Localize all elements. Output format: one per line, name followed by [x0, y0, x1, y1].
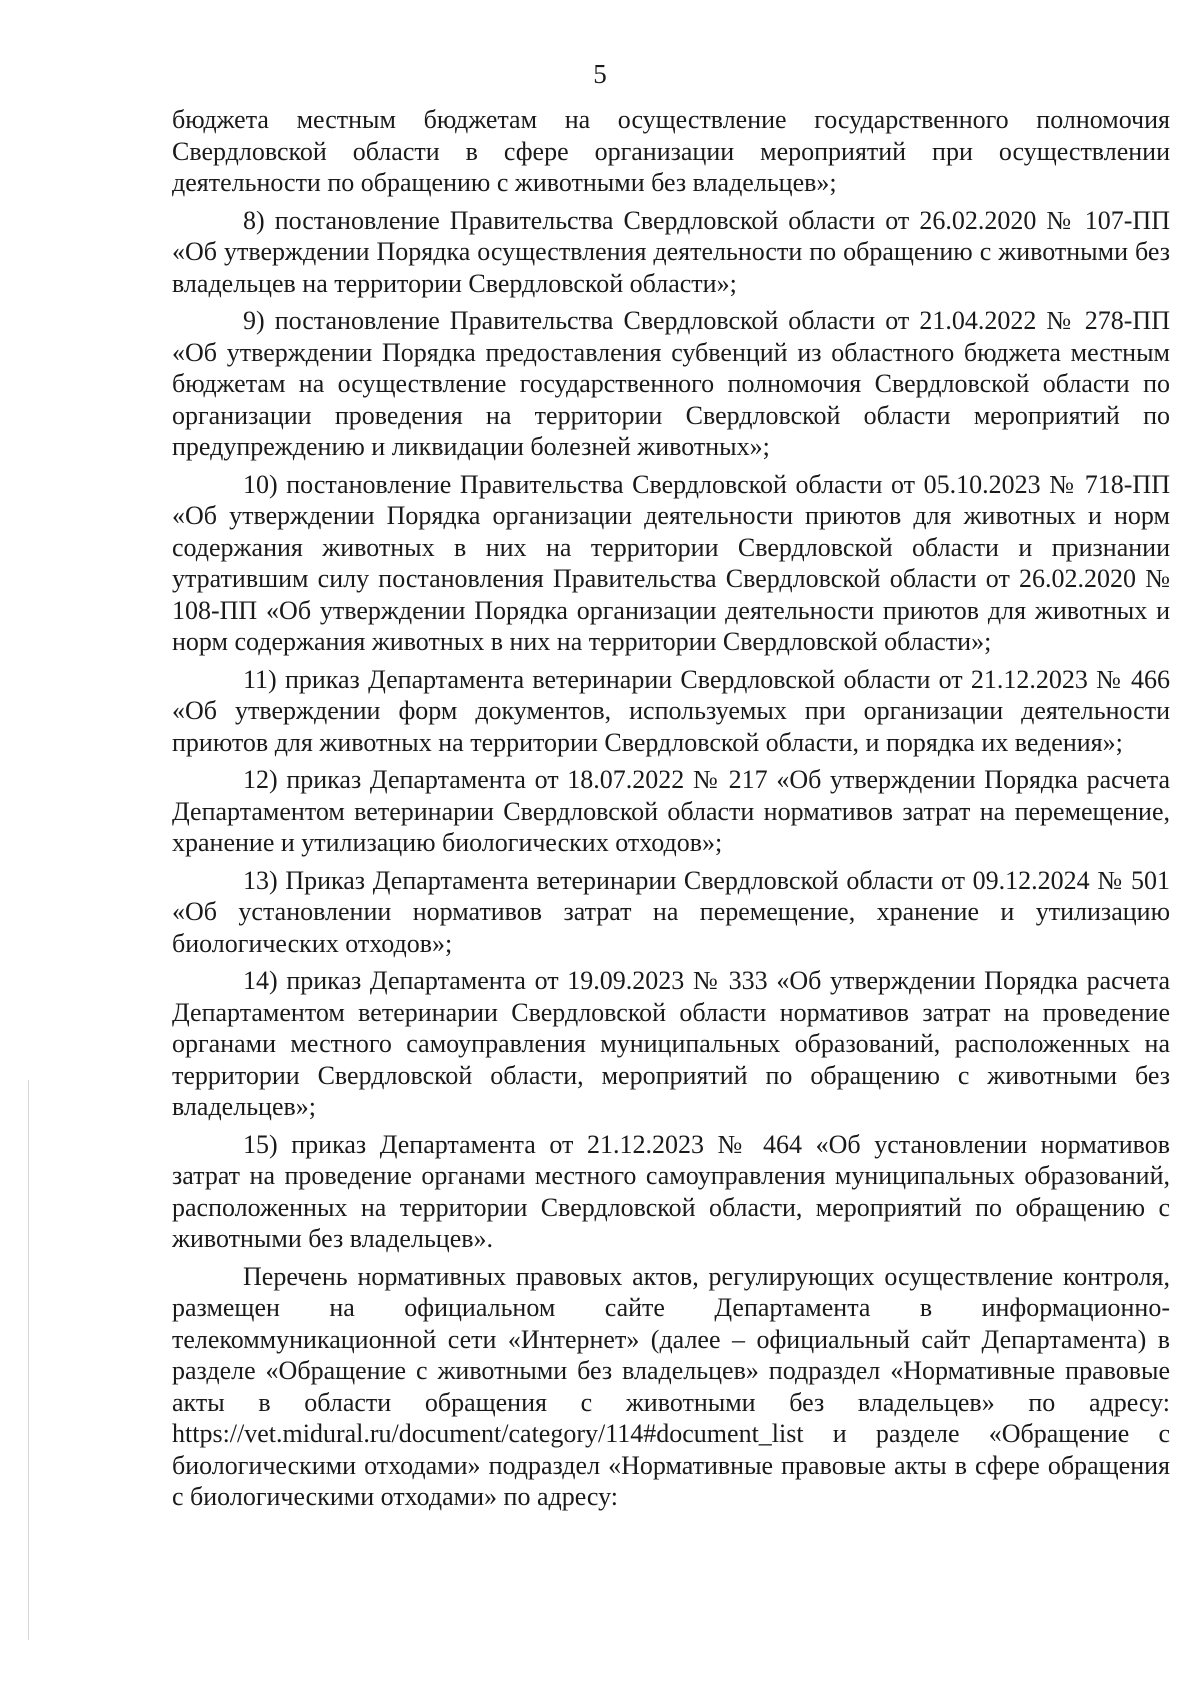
list-item-12: 12) приказ Департамента от 18.07.2022 № 217 «Об утверждении Порядка расчета Департаментом ветеринарии Свердловской области нормативов затрат на перемещение, хранение и утилизацию биологических отходов»;	[172, 765, 1170, 857]
scan-edge-line	[28, 1080, 29, 1640]
page-number: 5	[593, 59, 607, 89]
paragraph-continuation: бюджета местным бюджетам на осуществление государственного полномочия Свердловской области в сфере организации мероприятий при осуществлении деятельности по обращению с животными без владельцев»;	[172, 105, 1170, 197]
list-item-9: 9) постановление Правительства Свердловской области от 21.04.2022 № 278-ПП «Об утверждении Порядка предоставления субвенций из областного бюджета местным бюджетам на осуществление государственного полномочия Свердловской области по организации проведения на территории Свердловской области мероприятий по предупреждению и ликвидации болезней животных»;	[172, 306, 1170, 461]
list-item-15: 15) приказ Департамента от 21.12.2023 № 464 «Об установлении нормативов затрат на проведение органами местного самоуправления муниципальных образований, расположенных на территории Свердловской области, мероприятий по обращению с животными без владельцев».	[172, 1129, 1170, 1253]
document-body	[172, 104, 1170, 1519]
list-item-10: 10) постановление Правительства Свердловской области от 05.10.2023 № 718-ПП «Об утверждении Порядка организации деятельности приютов для животных и норм содержания животных в них на территории Свердловской области и признании утратившим силу постановления Правительства Свердловской области от 26.02.2020 № 108-ПП «Об утверждении Порядка организации деятельности приютов для животных и норм содержания животных в них на территории Свердловской области»;	[172, 469, 1170, 656]
list-item-11: 11) приказ Департамента ветеринарии Свердловской области от 21.12.2023 № 466 «Об утверждении форм документов, используемых при организации деятельности приютов для животных на территории Свердловской области, и порядка их ведения»;	[172, 664, 1170, 757]
list-item-8: 8) постановление Правительства Свердловской области от 26.02.2020 № 107-ПП «Об утверждении Порядка осуществления деятельности по обращению с животными без владельцев на территории Свердловской области»;	[172, 205, 1170, 298]
list-item-13: 13) Приказ Департамента ветеринарии Свердловской области от 09.12.2024 № 501 «Об установлении нормативов затрат на перемещение, хранение и утилизацию биологических отходов»;	[172, 865, 1170, 958]
list-item-14: 14) приказ Департамента от 19.09.2023 № 333 «Об утверждении Порядка расчета Департаментом ветеринарии Свердловской области нормативов затрат на проведение органами местного самоуправления муниципальных образований, расположенных на территории Свердловской области, мероприятий по обращению с животными без владельцев»;	[172, 966, 1170, 1121]
paragraph-list-of-acts: Перечень нормативных правовых актов, регулирующих осуществление контроля, размещен на официальном сайте Департамента в информационно-телекоммуникационной сети «Интернет» (далее – официальный сайт Департамента) в разделе «Обращение с животными без владельцев» подраздел «Нормативные правовые акты в области обращения с животными без владельцев» по адресу: https://vet.midural.ru/document/category/114#document_list и разделе «Обращение с биологическими отходами» подраздел «Нормативные правовые акты в сфере обращения с биологическими отходами» по адресу:	[172, 1261, 1170, 1511]
